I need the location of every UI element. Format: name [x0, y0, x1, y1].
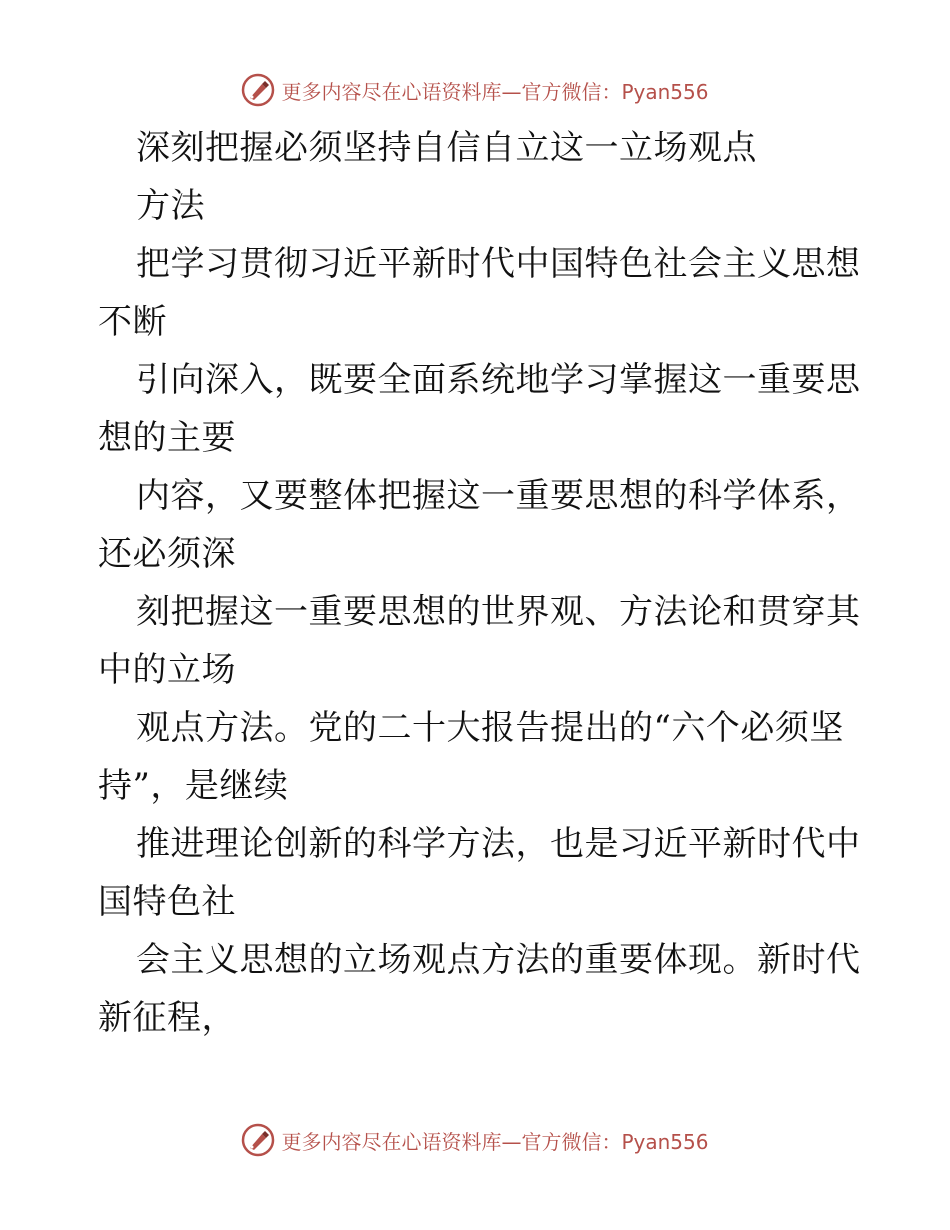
text-line: 把学习贯彻习近平新时代中国特色社会主义思想	[136, 244, 861, 284]
text-line: 不断	[98, 302, 167, 342]
text-line: 深刻把握必须坚持自信自立这一立场观点	[136, 128, 757, 168]
text-line: 想的主要	[98, 418, 236, 458]
header-banner-text: 更多内容尽在心语资料库—官方微信：Pyan556	[281, 79, 709, 104]
text-line: 推进理论创新的科学方法，也是习近平新时代中	[136, 824, 861, 864]
text-line: 持”，是继续	[98, 766, 289, 806]
text-line: 方法	[136, 186, 205, 226]
footer-banner	[0, 1120, 950, 1160]
text-line: 观点方法。党的二十大报告提出的“六个必须坚	[136, 708, 844, 748]
text-line: 刻把握这一重要思想的世界观、方法论和贯穿其	[136, 592, 861, 632]
text-line: 引向深入，既要全面系统地学习掌握这一重要思	[136, 360, 861, 400]
text-line: 会主义思想的立场观点方法的重要体现。新时代	[136, 940, 861, 980]
text-line: 中的立场	[98, 650, 236, 690]
text-line: 还必须深	[98, 534, 236, 574]
text-line: 国特色社	[98, 882, 236, 922]
footer-banner-text: 更多内容尽在心语资料库—官方微信：Pyan556	[281, 1129, 709, 1154]
fountain-pen-seal-icon	[241, 1123, 275, 1157]
text-line: 内容，又要整体把握这一重要思想的科学体系，	[136, 476, 861, 516]
text-line: 新征程，	[98, 998, 236, 1038]
